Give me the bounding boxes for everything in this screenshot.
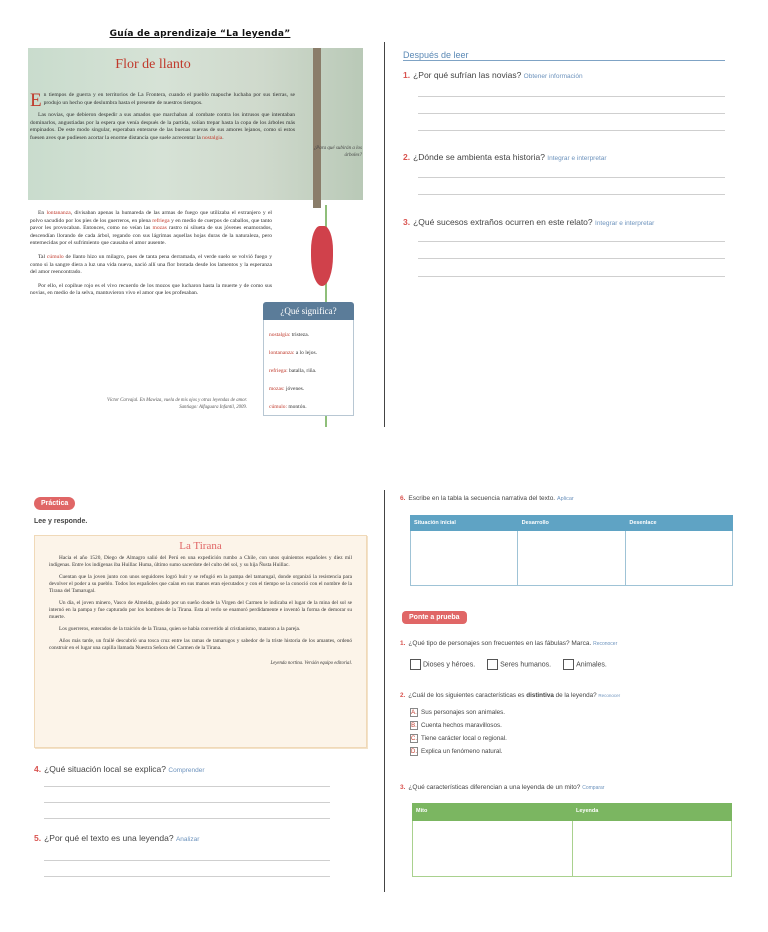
practice-badge: Práctica — [34, 497, 75, 510]
story-paragraph-1: En tiempos de guerra y en territorios de La Frontera, cuando el pueblo mapuche luchaba por sus tierras, se produjo un hecho que deslumbra hasta el presente de nuestros tiempos. — [30, 90, 295, 111]
story-body — [30, 210, 272, 298]
glossary-item: lontananza: a lo lejos. — [269, 350, 317, 356]
answer-line[interactable] — [44, 818, 330, 819]
checkbox[interactable] — [410, 659, 421, 670]
tirana-reading-box — [34, 535, 367, 748]
story-paragraph-3: En lontananza, divisaban apenas la humareda de las armas de fuego que utilizaba el extranjero y el polvo sacudido por los pies de los guerreros, en plena refriega y en medio de cuerpos de caballos, que tanto pavor les provocaban. Entonces, como no veían las mozas rastro ni silueta de sus jóvenes enamorados, descendían llorando de cada árbol, regando con sus lágrimas aquellas hojas duras de la naturaleza, pero enternecidas por el sufrimiento que causaba el amor ausente. — [30, 210, 272, 247]
question-4: 4. ¿Qué situación local se explica? Comprender — [34, 764, 205, 774]
story-intro — [30, 92, 295, 143]
glossary-item: cúmulo: montón. — [269, 404, 307, 410]
story-paragraph-4: Tal cúmulo de llanto hizo un milagro, pues de tanta pena derramada, el verde suelo se volvió fuego y como si la sangre diera a luz una vida nueva, nació allí una flor brotada desde los lamentos y la esperanza del amor reencontrado. — [30, 253, 272, 276]
question-6: 6. Escribe en la tabla la secuencia narrativa del texto. Aplicar — [400, 495, 574, 502]
glossary-item: mozas: jóvenes. — [269, 386, 305, 392]
answer-line[interactable] — [44, 860, 330, 861]
tirana-title: La Tirana — [179, 540, 222, 552]
question-2: 2. ¿Dónde se ambienta esta historia? Integrar e interpretar — [403, 152, 607, 162]
narrative-sequence-table[interactable] — [410, 515, 733, 586]
test-question-3: 3. ¿Qué características diferencian a una leyenda de un mito? Comparar — [400, 784, 605, 791]
story-title: Flor de llanto — [115, 57, 191, 72]
after-reading-rule — [403, 60, 725, 61]
margin-question: ¿Para qué subirán a los árboles? — [313, 146, 362, 158]
answer-line[interactable] — [418, 258, 725, 259]
checkbox[interactable] — [487, 659, 498, 670]
choice-option[interactable]: B. Cuenta hechos maravillosos. — [411, 722, 502, 729]
test-question-1: 1. ¿Qué tipo de personajes son frecuentes en las fábulas? Marca. Reconocer — [400, 640, 618, 647]
table-header-cell: Situación inicial — [414, 520, 456, 526]
test-q2-options — [410, 708, 507, 760]
table-header-cell: Desarrollo — [521, 520, 549, 526]
glossary-item: refriega: batalla, riña. — [269, 368, 317, 374]
table-header-cell: Leyenda — [576, 808, 599, 814]
table-header-cell: Mito — [416, 808, 428, 814]
table-cell-input[interactable] — [573, 821, 733, 877]
glossary-box — [263, 320, 354, 416]
practice-instruction: Lee y responde. — [34, 518, 88, 525]
table-cell-input[interactable] — [412, 821, 573, 877]
guide-title: Guía de aprendizaje “La leyenda” — [109, 29, 291, 39]
answer-line[interactable] — [44, 786, 330, 787]
story-paragraph-5: Por ello, el copihue rojo es el vivo recuerdo de los mozos que lucharon hasta la muerte y de como sus novias, en medio de la selva, mantuvieron vivo el amor que les profesaban. — [30, 282, 272, 297]
story-paragraph-2: Las novias, que debieron despedir a sus amados que marchaban al combate contra los intrusos que intentaban dominarlos, angustiadas por la espera que venía después de la partida, solían trepar hasta la copa de los árboles más empinados. De este modo singular, esperaban enterarse de las buenas nuevas de sus amores lejanos, como si estos fuesen aves que pudiesen acortar la enorme distancia que suele acrecentar la nostalgia. — [30, 112, 295, 141]
table-header-cell: Desenlace — [629, 520, 657, 526]
question-1: 1. ¿Por qué sufrían las novias? Obtener información — [403, 70, 583, 80]
tirana-paragraph: Cuentan que la joven junto con unos seguidores logró huir y se refugió en la pampa del tamarugal, donde organizó la resistencia para devolver el poder a su pueblo. Todos los españoles que caían en sus manos eran ejecutados y con el tiempo se la conoció con el nombre de la Tirana del Tamarugal. — [49, 574, 352, 594]
choice-option[interactable]: D. Explica un fenómeno natural. — [411, 748, 503, 755]
page-divider-bottom — [384, 490, 385, 892]
choice-option[interactable]: A. Sus personajes son animales. — [411, 709, 506, 716]
table-header-row — [412, 803, 732, 821]
table-body-row — [412, 821, 732, 877]
checkbox[interactable] — [563, 659, 574, 670]
test-q1-options — [410, 659, 607, 670]
table-body-row — [410, 531, 733, 586]
page-divider-top — [384, 42, 385, 427]
tirana-paragraph: Hacia el año 1520, Diego de Almagro salió del Perú en una expedición rumbo a Chile, con unos quinientos españoles y diez mil indígenas. Entre los indígenas iba Huillac Huma, último sumo sacerdote del culto del sol, y su hija Ñusta Huillac. — [49, 555, 352, 568]
test-badge: Ponte a prueba — [402, 611, 467, 624]
answer-line[interactable] — [418, 96, 725, 97]
glossary-item: nostalgia: tristeza. — [269, 332, 310, 338]
tree-trunk-illustration — [313, 48, 321, 208]
glossary-title: ¿Qué significa? — [263, 302, 354, 320]
story-dropcap: E — [30, 90, 42, 111]
myth-legend-table[interactable] — [412, 803, 732, 877]
choice-option[interactable]: C. Tiene carácter local o regional. — [411, 735, 507, 742]
answer-line[interactable] — [44, 876, 330, 877]
answer-line[interactable] — [418, 194, 725, 195]
checkbox-option[interactable]: Seres humanos. — [487, 659, 551, 670]
test-question-2: 2. ¿Cuál de los siguientes características es distintiva de la leyenda? Reconocer — [400, 692, 621, 699]
answer-line[interactable] — [418, 241, 725, 242]
tirana-credit: Leyenda nortina. Versión equipo editorial. — [270, 661, 352, 666]
answer-line[interactable] — [418, 177, 725, 178]
table-cell-input[interactable] — [626, 531, 733, 586]
answer-line[interactable] — [418, 113, 725, 114]
question-3: 3. ¿Qué sucesos extraños ocurren en este relato? Integrar e interpretar — [403, 217, 655, 227]
answer-line[interactable] — [44, 802, 330, 803]
after-reading-title: Después de leer — [403, 50, 469, 60]
answer-line[interactable] — [418, 130, 725, 131]
checkbox-option[interactable]: Dioses y héroes. — [410, 659, 475, 670]
checkbox-option[interactable]: Animales. — [563, 659, 607, 670]
tirana-paragraph: Años más tarde, un frailé descubrió una tosca cruz entre las ramas de tamarugos y sabedor de la triste historia de los amantes, ordenó construir en el lugar una capilla llamada Nuestra Señora del Carmen de la Tirana. — [49, 638, 352, 651]
table-cell-input[interactable] — [518, 531, 625, 586]
tirana-paragraph: Un día, el joven minero, Vasco de Almeida, guiado por un sueño donde la Virgen del Carmen le indicaba el lugar de la mina del sol se internó en la pampa y fue capturado por los hombres de la Tirana. Esta al verlo se enamoró perdidamente e inventó la forma de demorar su muerte. — [49, 600, 352, 620]
story-credit: Víctor Carvajal. En Mawiza, vuela de mis ojos y otras leyendas de amor. Santiago: Alfaguara Infantil, 2009. — [106, 398, 247, 410]
tirana-paragraph: Los guerreros, enterados de la traición de la Tirana, quien se había convertido al cristianismo, mataron a la pareja. — [59, 626, 301, 632]
answer-line[interactable] — [418, 276, 725, 277]
table-header-row — [410, 515, 733, 531]
question-5: 5. ¿Por qué el texto es una leyenda? Analizar — [34, 833, 200, 843]
table-cell-input[interactable] — [410, 531, 518, 586]
copihue-flower-illustration — [311, 226, 333, 286]
